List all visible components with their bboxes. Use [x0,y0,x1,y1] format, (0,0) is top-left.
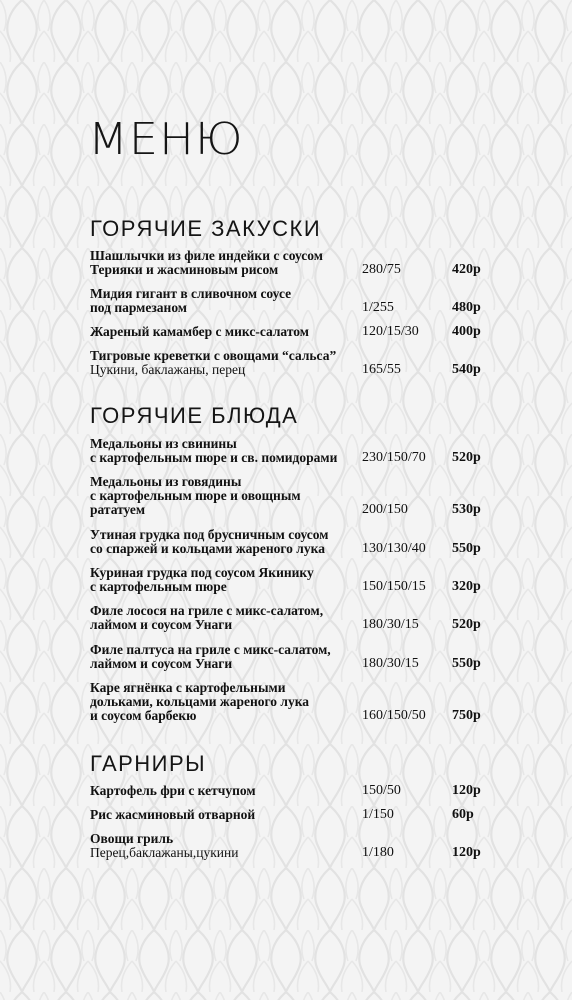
item-weight: 280/75 [362,262,401,277]
item-name: Шашлычки из филе индейки с соусом Терияки и жасминовым рисом [90,248,323,277]
item-description: Перец,баклажаны,цукини [90,845,239,860]
item-name: Утиная грудка под брусничным соусом со спаржей и кольцами жареного лука [90,527,329,556]
item-price: 530р [452,502,481,517]
menu-title: МЕНЮ [88,114,244,165]
item-description: Цукини, баклажаны, перец [90,362,246,377]
item-weight: 1/150 [362,807,394,822]
item-price: 420р [452,262,481,277]
section-title-sides: ГАРНИРЫ [90,751,207,776]
menu-item [90,566,490,594]
item-weight: 120/15/30 [362,324,419,339]
item-price: 400р [452,324,481,339]
item-name: Медальоны из свинины с картофельным пюре и св. помидорами [90,436,338,465]
item-weight: 150/50 [362,783,401,798]
item-price: 120р [452,845,481,860]
item-price: 540р [452,362,481,377]
menu-item [90,249,490,277]
item-name: Рис жасминовый отварной [90,807,256,822]
item-name: Филе палтуса на гриле с микс-салатом, лаймом и соусом Унаги [90,642,331,671]
item-price: 550р [452,656,481,671]
item-price: 750р [452,708,481,723]
menu-item [90,325,490,339]
menu-item [90,681,490,723]
menu-item [90,287,490,315]
item-name: Овощи гриль [90,831,174,846]
item-price: 120р [452,783,481,798]
item-name: Тигровые креветки с овощами “сальса” [90,348,337,363]
item-name: Жареный камамбер с микс-салатом [90,324,309,339]
item-name: Филе лосося на гриле с микс-салатом, лаймом и соусом Унаги [90,603,324,632]
menu-item [90,528,490,556]
item-weight: 180/30/15 [362,617,419,632]
item-name: Каре ягнёнка с картофельными дольками, кольцами жареного лука и соусом барбекю [90,680,310,723]
menu-item [90,437,490,465]
section-title-hot-dishes: ГОРЯЧИЕ БЛЮДА [90,403,299,428]
item-price: 520р [452,450,481,465]
item-weight: 180/30/15 [362,656,419,671]
item-weight: 160/150/50 [362,708,426,723]
item-name: Медальоны из говядины с картофельным пюре и овощным рататуем [90,474,301,517]
menu-item [90,604,490,632]
menu-item [90,784,490,798]
item-price: 550р [452,541,481,556]
menu-item [90,808,490,822]
item-weight: 230/150/70 [362,450,426,465]
item-name: Куриная грудка под соусом Якинику с картофельным пюре [90,565,314,594]
section-title-hot-appetizers: ГОРЯЧИЕ ЗАКУСКИ [90,216,322,241]
item-weight: 130/130/40 [362,541,426,556]
menu-item [90,475,490,517]
item-name: Картофель фри с кетчупом [90,783,256,798]
item-price: 60р [452,807,474,822]
item-price: 320р [452,579,481,594]
item-weight: 200/150 [362,502,408,517]
menu-item [90,832,490,860]
item-weight: 1/255 [362,300,394,315]
item-name: Мидия гигант в сливочном соусе под пармезаном [90,286,292,315]
menu-item [90,643,490,671]
menu-item [90,349,490,377]
item-price: 520р [452,617,481,632]
item-weight: 165/55 [362,362,401,377]
item-price: 480р [452,300,481,315]
item-weight: 150/150/15 [362,579,426,594]
item-weight: 1/180 [362,845,394,860]
